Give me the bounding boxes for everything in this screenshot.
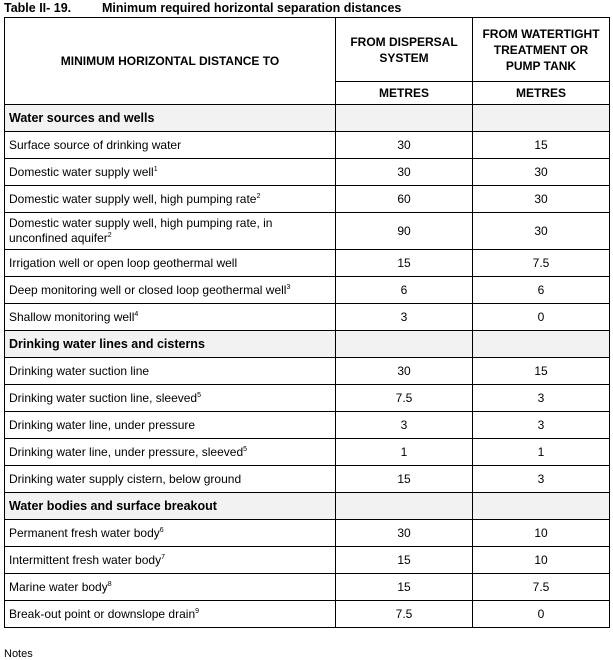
section-row bbox=[5, 493, 610, 520]
dispersal-distance: 30 bbox=[336, 358, 473, 385]
dispersal-distance: 1 bbox=[336, 439, 473, 466]
footnote-ref: 5 bbox=[197, 392, 201, 399]
tank-distance: 3 bbox=[473, 412, 610, 439]
table-row bbox=[5, 412, 610, 439]
section-empty-cell bbox=[336, 105, 473, 132]
row-label-cell bbox=[5, 574, 336, 601]
dispersal-distance: 3 bbox=[336, 304, 473, 331]
unit-dispersal: METRES bbox=[336, 82, 473, 105]
tank-distance: 7.5 bbox=[473, 250, 610, 277]
section-title: Water sources and wells bbox=[5, 105, 336, 132]
table-row bbox=[5, 213, 610, 250]
row-label-cell bbox=[5, 250, 336, 277]
row-label-cell bbox=[5, 547, 336, 574]
footnote-ref: 4 bbox=[134, 311, 139, 318]
dispersal-distance: 6 bbox=[336, 277, 473, 304]
row-label: Drinking water line, under pressure bbox=[9, 418, 196, 432]
unit-tank: METRES bbox=[473, 82, 610, 105]
footnote-ref: 8 bbox=[107, 581, 112, 588]
table-row bbox=[5, 466, 610, 493]
tank-distance: 1 bbox=[473, 439, 610, 466]
table-row bbox=[5, 574, 610, 601]
section-title: Water bodies and surface breakout bbox=[5, 493, 336, 520]
dispersal-distance: 3 bbox=[336, 412, 473, 439]
row-label: Drinking water suction line, sleeved bbox=[9, 391, 198, 405]
header-watertight-tank: FROM WATERTIGHT TREATMENT OR PUMP TANK bbox=[473, 18, 610, 82]
tank-distance: 6 bbox=[473, 277, 610, 304]
tank-distance: 30 bbox=[473, 186, 610, 213]
row-label: Domestic water supply well, high pumping rate bbox=[9, 192, 257, 206]
header-dispersal-system: FROM DISPERSAL SYSTEM bbox=[336, 18, 473, 82]
row-label: Domestic water supply well, high pumping rate, in unconfined aquifer bbox=[9, 216, 273, 245]
dispersal-distance: 30 bbox=[336, 132, 473, 159]
section-empty-cell bbox=[336, 493, 473, 520]
row-label-cell bbox=[5, 159, 336, 186]
dispersal-distance: 15 bbox=[336, 466, 473, 493]
footnote-ref: 5 bbox=[243, 446, 248, 453]
dispersal-distance: 30 bbox=[336, 159, 473, 186]
table-number: Table II- 19. bbox=[4, 1, 72, 15]
dispersal-distance: 15 bbox=[336, 574, 473, 601]
row-label-cell bbox=[5, 601, 336, 628]
table-body bbox=[5, 105, 610, 628]
row-label: Surface source of drinking water bbox=[9, 138, 182, 152]
notes-label: Notes bbox=[4, 648, 33, 660]
table-title: Minimum required horizontal separation distances bbox=[102, 1, 402, 15]
row-label: Marine water body bbox=[9, 580, 108, 594]
section-empty-cell bbox=[336, 331, 473, 358]
row-label-cell bbox=[5, 466, 336, 493]
row-label-cell bbox=[5, 304, 336, 331]
row-label: Permanent fresh water body bbox=[9, 526, 160, 540]
tank-distance: 15 bbox=[473, 132, 610, 159]
footnote-ref: 3 bbox=[286, 284, 291, 291]
row-label: Irrigation well or open loop geothermal well bbox=[9, 256, 238, 270]
tank-distance: 0 bbox=[473, 601, 610, 628]
footnote-ref: 6 bbox=[159, 527, 164, 534]
section-title: Drinking water lines and cisterns bbox=[5, 331, 336, 358]
row-label-cell bbox=[5, 132, 336, 159]
table-row bbox=[5, 132, 610, 159]
table-row bbox=[5, 439, 610, 466]
table-row bbox=[5, 186, 610, 213]
row-label: Drinking water line, under pressure, sleeved bbox=[9, 445, 244, 459]
tank-distance: 30 bbox=[473, 213, 610, 250]
table-row bbox=[5, 159, 610, 186]
table-caption bbox=[4, 0, 401, 18]
row-label: Deep monitoring well or closed loop geothermal well bbox=[9, 283, 287, 297]
row-label: Domestic water supply well bbox=[9, 165, 154, 179]
row-label-cell bbox=[5, 213, 336, 250]
footnote-ref: 2 bbox=[256, 193, 261, 200]
section-row bbox=[5, 331, 610, 358]
row-label-cell bbox=[5, 385, 336, 412]
footnote-ref: 9 bbox=[195, 608, 200, 615]
tank-distance: 10 bbox=[473, 520, 610, 547]
dispersal-distance: 15 bbox=[336, 250, 473, 277]
dispersal-distance: 7.5 bbox=[336, 601, 473, 628]
table-row bbox=[5, 358, 610, 385]
row-label-cell bbox=[5, 412, 336, 439]
tank-distance: 10 bbox=[473, 547, 610, 574]
dispersal-distance: 30 bbox=[336, 520, 473, 547]
row-label-cell bbox=[5, 439, 336, 466]
row-label-cell bbox=[5, 186, 336, 213]
tank-distance: 30 bbox=[473, 159, 610, 186]
separation-distances-table bbox=[4, 17, 610, 628]
row-label: Break-out point or downslope drain bbox=[9, 607, 196, 621]
section-empty-cell bbox=[473, 105, 610, 132]
footnote-ref: 1 bbox=[153, 166, 158, 173]
row-label: Drinking water supply cistern, below ground bbox=[9, 472, 242, 486]
tank-distance: 15 bbox=[473, 358, 610, 385]
footnote-ref: 2 bbox=[107, 232, 112, 239]
tank-distance: 3 bbox=[473, 466, 610, 493]
dispersal-distance: 60 bbox=[336, 186, 473, 213]
section-empty-cell bbox=[473, 493, 610, 520]
section-row bbox=[5, 105, 610, 132]
table-row bbox=[5, 250, 610, 277]
dispersal-distance: 15 bbox=[336, 547, 473, 574]
tank-distance: 3 bbox=[473, 385, 610, 412]
row-label-cell bbox=[5, 277, 336, 304]
table-row bbox=[5, 601, 610, 628]
table-row bbox=[5, 304, 610, 331]
dispersal-distance: 90 bbox=[336, 213, 473, 250]
tank-distance: 7.5 bbox=[473, 574, 610, 601]
tank-distance: 0 bbox=[473, 304, 610, 331]
row-label: Shallow monitoring well bbox=[9, 310, 135, 324]
dispersal-distance: 7.5 bbox=[336, 385, 473, 412]
table-row bbox=[5, 547, 610, 574]
row-label: Intermittent fresh water body bbox=[9, 553, 162, 567]
row-label-cell bbox=[5, 520, 336, 547]
row-label: Drinking water suction line bbox=[9, 364, 150, 378]
header-distance-to: MINIMUM HORIZONTAL DISTANCE TO bbox=[5, 18, 336, 105]
row-label-cell bbox=[5, 358, 336, 385]
section-empty-cell bbox=[473, 331, 610, 358]
footnote-ref: 7 bbox=[161, 554, 165, 561]
table-row bbox=[5, 385, 610, 412]
table-row bbox=[5, 277, 610, 304]
table-row bbox=[5, 520, 610, 547]
